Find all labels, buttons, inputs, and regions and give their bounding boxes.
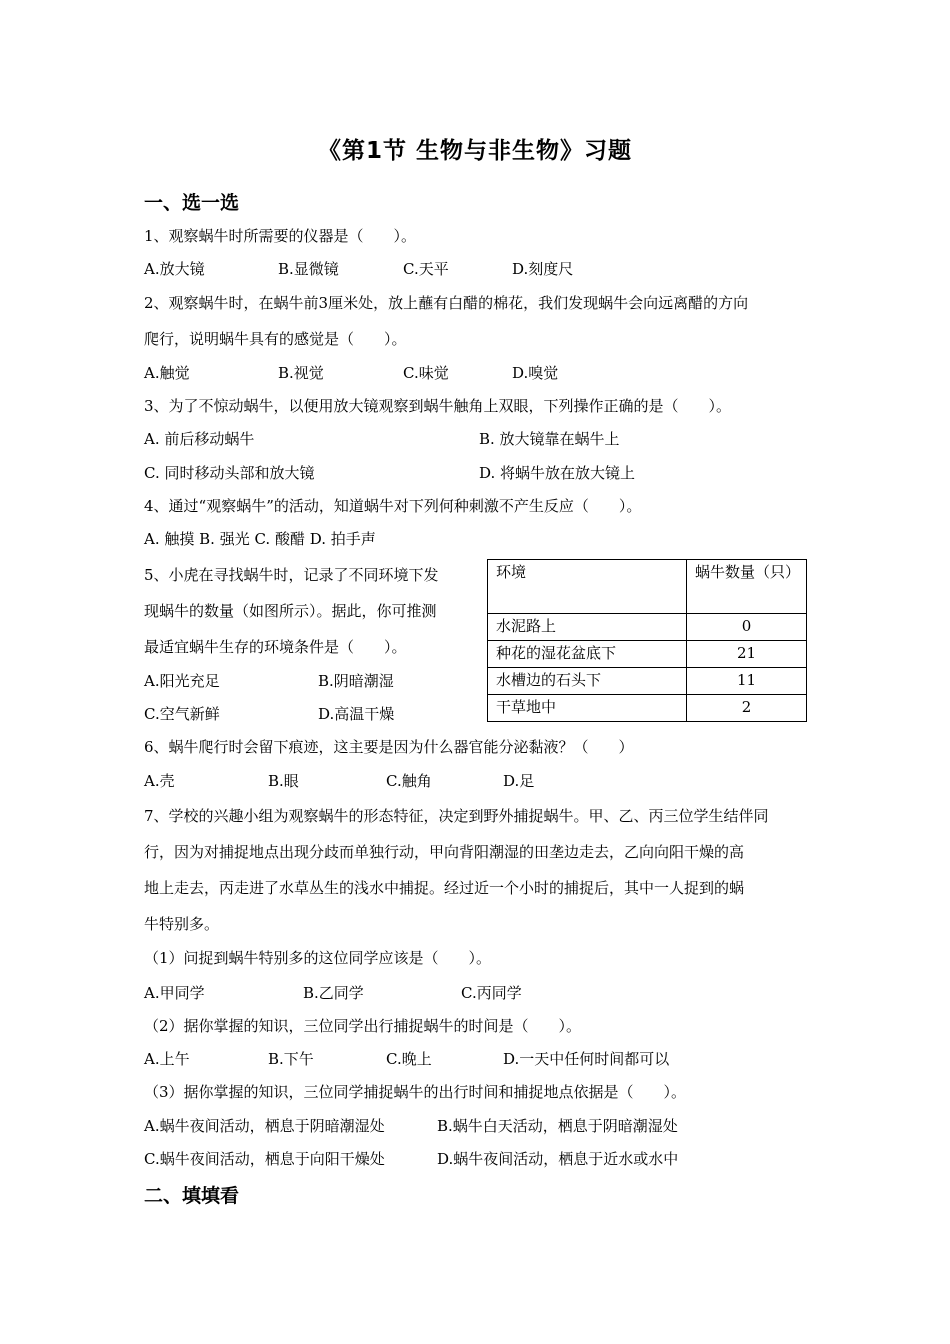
table-header-environment: 环境 <box>488 560 687 614</box>
question-6-option-c: C.触角 <box>386 772 432 790</box>
question-7-sub-2-option-c: C.晚上 <box>386 1050 432 1068</box>
question-7-sub-3-stem: （3）据你掌握的知识，三位同学捕捉蜗牛的出行时间和捕捉地点依据是（ ）。 <box>144 1083 687 1101</box>
question-7-sub-1-stem: （1）问捉到蜗牛特别多的这位同学应该是（ ）。 <box>144 949 492 967</box>
question-3-stem: 3、为了不惊动蜗牛，以便用放大镜观察到蜗牛触角上双眼，下列操作正确的是（ ）。 <box>144 397 732 415</box>
question-7-sub-3-option-a: A.蜗牛夜间活动，栖息于阴暗潮湿处 <box>144 1117 385 1135</box>
table-cell-environment: 水槽边的石头下 <box>488 668 687 695</box>
question-7-sub-1-option-c: C.丙同学 <box>461 984 522 1002</box>
question-2-option-a: A.触觉 <box>144 364 190 382</box>
snail-count-table <box>487 559 807 722</box>
section-heading-fill-in: 二、填填看 <box>144 1185 240 1207</box>
question-7-sub-3-option-d: D.蜗牛夜间活动，栖息于近水或水中 <box>437 1150 679 1168</box>
question-7-sub-3-option-b: B.蜗牛白天活动，栖息于阴暗潮湿处 <box>437 1117 678 1135</box>
question-2-option-b: B.视觉 <box>278 364 324 382</box>
question-7-stem-line-2: 行，因为对捕捉地点出现分歧而单独行动，甲向背阳潮湿的田垄边走去，乙向向阳干燥的高 <box>144 843 745 861</box>
table-cell-count: 11 <box>687 668 807 695</box>
table-cell-count: 2 <box>687 695 807 722</box>
table-cell-count: 21 <box>687 641 807 668</box>
question-6-option-d: D.足 <box>503 772 535 790</box>
table-row <box>488 614 807 641</box>
question-1-option-d: D.刻度尺 <box>512 260 574 278</box>
section-heading-choose: 一、选一选 <box>144 192 240 214</box>
question-5-stem-line-3: 最适宜蜗牛生存的环境条件是（ ）。 <box>144 638 407 656</box>
question-7-sub-1-option-b: B.乙同学 <box>303 984 364 1002</box>
question-1-option-a: A.放大镜 <box>144 260 205 278</box>
question-4-stem: 4、通过“观察蜗牛”的活动，知道蜗牛对下列何种刺激不产生反应（ ）。 <box>144 497 642 515</box>
table-header-count: 蜗牛数量（只） <box>687 560 807 614</box>
table-row <box>488 668 807 695</box>
question-2-option-c: C.味觉 <box>403 364 449 382</box>
question-7-stem-line-1: 7、学校的兴趣小组为观察蜗牛的形态特征，决定到野外捕捉蜗牛。甲、乙、丙三位学生结伴同 <box>144 807 769 825</box>
question-5-option-b: B.阴暗潮湿 <box>318 672 394 690</box>
question-7-sub-1-option-a: A.甲同学 <box>144 984 205 1002</box>
question-5-stem-line-2: 现蜗牛的数量（如图所示）。据此，你可推测 <box>144 602 437 620</box>
question-3-option-a: A. 前后移动蜗牛 <box>144 430 255 448</box>
question-7-sub-3-option-c: C.蜗牛夜间活动，栖息于向阳干燥处 <box>144 1150 385 1168</box>
question-1-stem: 1、观察蜗牛时所需要的仪器是（ ）。 <box>144 227 417 245</box>
question-2-stem-line-1: 2、观察蜗牛时，在蜗牛前3厘米处，放上蘸有白醋的棉花，我们发现蜗牛会向远离醋的方向 <box>144 294 749 312</box>
question-1-option-b: B.显微镜 <box>278 260 339 278</box>
table-cell-environment: 干草地中 <box>488 695 687 722</box>
question-5-option-d: D.高温干燥 <box>318 705 395 723</box>
question-7-sub-2-option-a: A.上午 <box>144 1050 190 1068</box>
table-cell-environment: 水泥路上 <box>488 614 687 641</box>
question-7-stem-line-3: 地上走去，丙走进了水草丛生的浅水中捕捉。经过近一个小时的捕捉后，其中一人捉到的蜗 <box>144 879 745 897</box>
question-3-option-b: B. 放大镜靠在蜗牛上 <box>479 430 620 448</box>
question-3-option-d: D. 将蜗牛放在放大镜上 <box>479 464 636 482</box>
table-row <box>488 641 807 668</box>
question-7-stem-line-4: 牛特别多。 <box>144 915 220 933</box>
question-2-stem-line-2: 爬行，说明蜗牛具有的感觉是（ ）。 <box>144 330 407 348</box>
question-1-option-c: C.天平 <box>403 260 449 278</box>
question-5-option-c: C.空气新鲜 <box>144 705 220 723</box>
table-header-row <box>488 560 807 614</box>
table-row <box>488 695 807 722</box>
question-3-option-c: C. 同时移动头部和放大镜 <box>144 464 315 482</box>
table-cell-count: 0 <box>687 614 807 641</box>
question-6-option-b: B.眼 <box>268 772 299 790</box>
question-7-sub-2-stem: （2）据你掌握的知识，三位同学出行捕捉蜗牛的时间是（ ）。 <box>144 1017 582 1035</box>
question-2-option-d: D.嗅觉 <box>512 364 559 382</box>
question-6-stem: 6、蜗牛爬行时会留下痕迹，这主要是因为什么器官能分泌黏液？（ ） <box>144 738 634 756</box>
question-6-option-a: A.壳 <box>144 772 175 790</box>
question-5-stem-line-1: 5、小虎在寻找蜗牛时，记录了不同环境下发 <box>144 566 439 584</box>
question-7-sub-2-option-b: B.下午 <box>268 1050 314 1068</box>
question-5-option-a: A.阳光充足 <box>144 672 220 690</box>
table-cell-environment: 种花的湿花盆底下 <box>488 641 687 668</box>
question-7-sub-2-option-d: D.一天中任何时间都可以 <box>503 1050 670 1068</box>
page-title: 《第1节 生物与非生物》习题 <box>317 138 632 164</box>
question-4-options: A. 触摸 B. 强光 C. 酸醋 D. 拍手声 <box>144 530 376 548</box>
